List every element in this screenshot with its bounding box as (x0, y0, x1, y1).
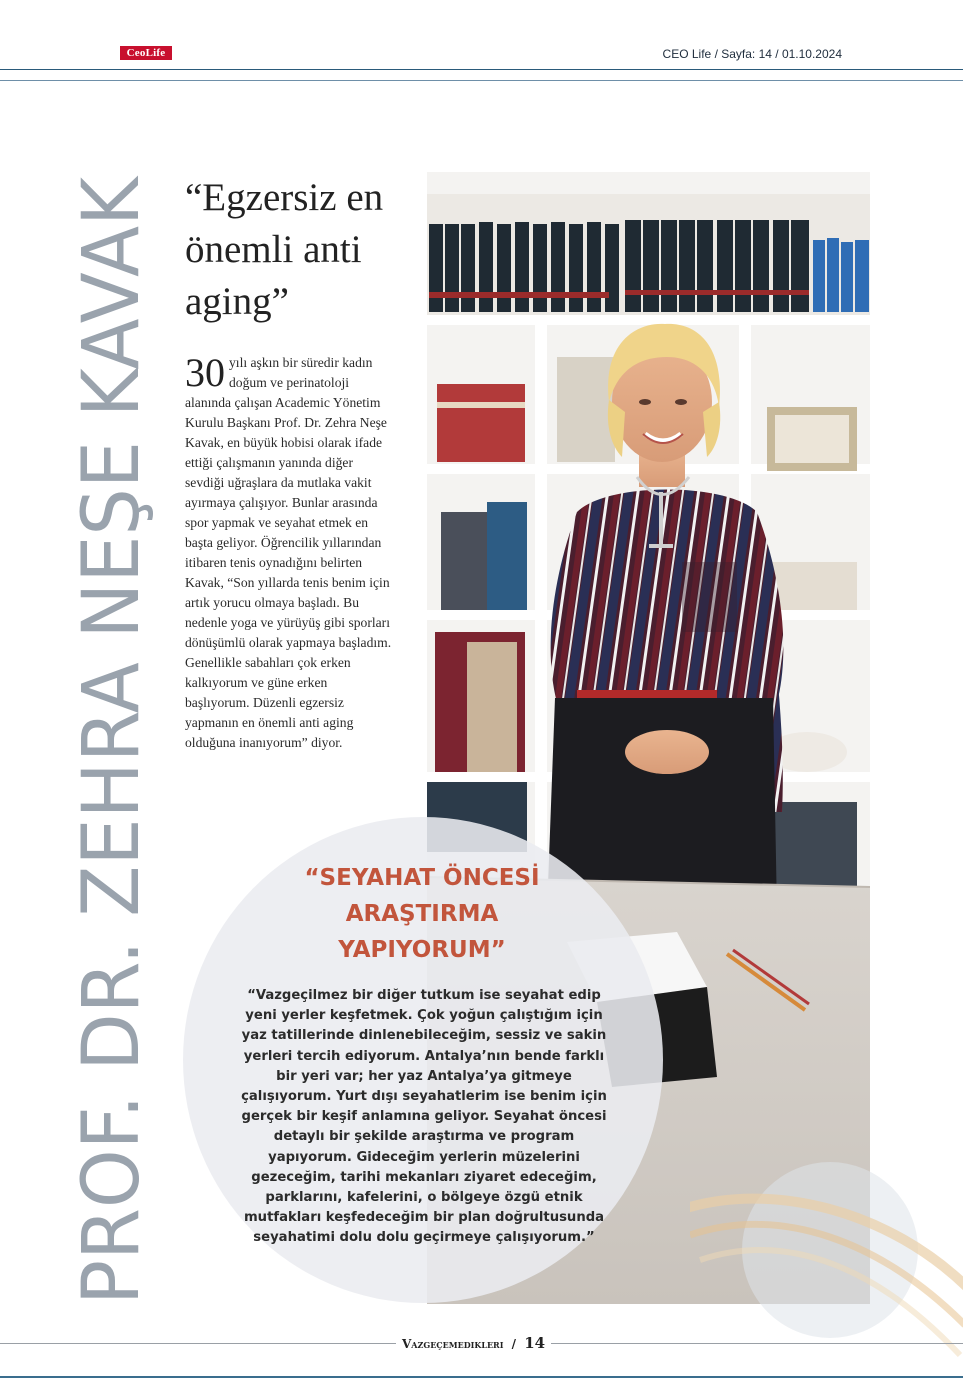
article-body (185, 350, 395, 753)
footer-separator: / (511, 1337, 517, 1351)
article-headline: “Egzersiz en önemli anti aging” (185, 176, 384, 323)
page-header (0, 0, 963, 82)
footer-section-name: Vazgeçemedikleri (402, 1337, 504, 1351)
callout-body: “Vazgeçilmez bir diğer tutkum ise seyahat edip yeni yerler keşfetmek. Çok yoğun çalıştığım için yaz tatillerinde dinlenebileceğim, sessiz ve sakin yerleri tercih ediyorum. Antalya’nın bende farklı bir yeri var; her yaz Antalya’ya gitmeye çalışıyorum. Yurt dışı seyahatlerim ise benim için gerçek bir keşif anlamına geliyor. Seyahat öncesi detaylı bir şekilde araştırma ve program yapıyorum. Gideceğim yerlerin müzelerini gezeceğim, tarihi mekanları ziyaret edeceğim, parklarını, kafelerini, o bölgeye özgü etnik mutfakları keşfedeceğim bir plan doğrultusunda seyahatimi dolu dolu geçirmeye çalışıyorum.” (241, 988, 607, 1246)
footer-section-label (396, 1334, 551, 1352)
ceolife-logo: CeoLife (120, 46, 172, 60)
page-number: 14 (524, 1334, 546, 1352)
header-divider-secondary (0, 80, 963, 81)
drop-cap: 30 (185, 350, 225, 395)
header-divider (0, 69, 963, 70)
decorative-swirl (690, 1150, 963, 1379)
callout-title: “SEYAHAT ÖNCESİ ARAŞTIRMA YAPIYORUM” (304, 865, 540, 963)
vertical-title-text: PROF. DR. ZEHRA NEŞE KAVAK (67, 165, 157, 1305)
page-meta: CEO Life / Sayfa: 14 / 01.10.2024 (662, 47, 842, 61)
vertical-title (40, 165, 160, 1315)
article-body-text: yılı aşkın bir süredir kadın doğum ve perinatoloji alanında çalışan Academic Yönetim Kurulu Başkanı Prof. Dr. Zehra Neşe Kavak, en büyük hobisi olarak ifade ettiği çalışmanın yanında diğer sevdiği uğraşlara da mutlaka vakit ayırmaya çalışıyor. Bunlar arasında spor yapmak ve seyahat etmek en başta geliyor. Öğrencilik yıllarından itibaren tenis oynadığını belirten Kavak, “Son yıllarda tenis benim için artık yorucu olmaya başladı. Bu nedenle yoga ve yürüyüş gibi sporları dönüşümlü olarak yapmaya başladım. Genellikle sabahları çok erken kalkıyorum ve güne erken başlıyorum. Düzenli egzersiz yapmanın en önemli anti aging olduğuna inanıyorum” diyor. (185, 355, 392, 750)
bottom-divider (0, 1376, 963, 1378)
